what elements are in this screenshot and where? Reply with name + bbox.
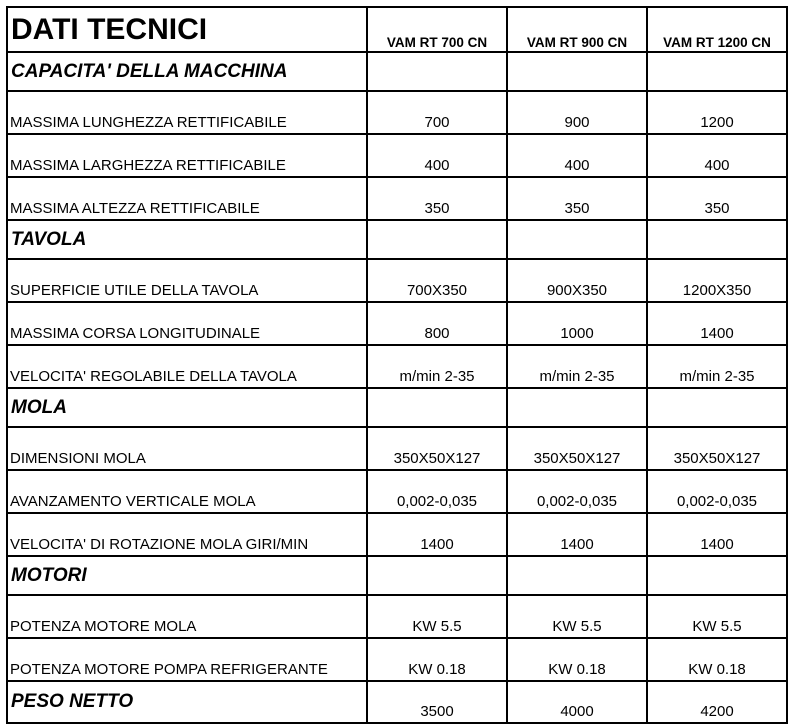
empty-cell [367,52,507,91]
empty-cell [507,52,647,91]
value-cell: 900 [507,91,647,134]
row-label: MASSIMA ALTEZZA RETTIFICABILE [7,177,367,220]
row-label: POTENZA MOTORE MOLA [7,595,367,638]
value-cell: 1400 [367,513,507,556]
value-cell: 1000 [507,302,647,345]
section-row-mola [7,388,787,427]
section-row-tavola [7,220,787,259]
value-cell: 400 [647,134,787,177]
value-cell: 700 [367,91,507,134]
value-cell: 350X50X127 [507,427,647,470]
value-cell: 4200 [647,681,787,723]
value-cell: 0,002-0,035 [507,470,647,513]
empty-cell [647,52,787,91]
row-label: MASSIMA LUNGHEZZA RETTIFICABILE [7,91,367,134]
value-cell: KW 5.5 [367,595,507,638]
section-title-tavola: TAVOLA [7,220,367,259]
empty-cell [367,220,507,259]
value-cell: 0,002-0,035 [647,470,787,513]
section-title-capacita: CAPACITA' DELLA MACCHINA [7,52,367,91]
empty-cell [507,556,647,595]
table-row [7,177,787,220]
row-label: VELOCITA' REGOLABILE DELLA TAVOLA [7,345,367,388]
empty-cell [647,220,787,259]
value-cell: KW 0.18 [507,638,647,681]
empty-cell [367,556,507,595]
value-cell: KW 5.5 [507,595,647,638]
value-cell: KW 0.18 [647,638,787,681]
table-row [7,134,787,177]
row-label: DIMENSIONI MOLA [7,427,367,470]
row-label: POTENZA MOTORE POMPA REFRIGERANTE [7,638,367,681]
table-row [7,513,787,556]
value-cell: 1400 [507,513,647,556]
value-cell: 1200X350 [647,259,787,302]
value-cell: 350 [507,177,647,220]
row-label: MASSIMA CORSA LONGITUDINALE [7,302,367,345]
table-row [7,259,787,302]
value-cell: 1400 [647,513,787,556]
value-cell: m/min 2-35 [647,345,787,388]
value-cell: 3500 [367,681,507,723]
empty-cell [647,556,787,595]
value-cell: 700X350 [367,259,507,302]
value-cell: 400 [507,134,647,177]
model-header-1200: VAM RT 1200 CN [647,7,787,52]
section-row-motori [7,556,787,595]
section-title-motori: MOTORI [7,556,367,595]
value-cell: 1400 [647,302,787,345]
table-row [7,302,787,345]
table-title: DATI TECNICI [7,7,367,52]
row-label: AVANZAMENTO VERTICALE MOLA [7,470,367,513]
section-title-mola: MOLA [7,388,367,427]
peso-netto-row [7,681,787,723]
value-cell: 350 [647,177,787,220]
value-cell: 900X350 [507,259,647,302]
empty-cell [507,388,647,427]
row-label: SUPERFICIE UTILE DELLA TAVOLA [7,259,367,302]
value-cell: 1200 [647,91,787,134]
value-cell: KW 0.18 [367,638,507,681]
table-row [7,345,787,388]
empty-cell [367,388,507,427]
value-cell: KW 5.5 [647,595,787,638]
table-row [7,638,787,681]
section-row-capacita [7,52,787,91]
value-cell: 350X50X127 [647,427,787,470]
model-header-700: VAM RT 700 CN [367,7,507,52]
value-cell: 350 [367,177,507,220]
table-row [7,427,787,470]
row-label: MASSIMA LARGHEZZA RETTIFICABILE [7,134,367,177]
section-title-peso-netto: PESO NETTO [7,681,367,723]
value-cell: 4000 [507,681,647,723]
technical-data-table [6,6,788,724]
model-header-900: VAM RT 900 CN [507,7,647,52]
table-row [7,91,787,134]
empty-cell [507,220,647,259]
value-cell: m/min 2-35 [367,345,507,388]
row-label: VELOCITA' DI ROTAZIONE MOLA GIRI/MIN [7,513,367,556]
value-cell: m/min 2-35 [507,345,647,388]
table-row [7,470,787,513]
header-row [7,7,787,52]
value-cell: 400 [367,134,507,177]
empty-cell [647,388,787,427]
value-cell: 800 [367,302,507,345]
value-cell: 350X50X127 [367,427,507,470]
table-row [7,595,787,638]
value-cell: 0,002-0,035 [367,470,507,513]
